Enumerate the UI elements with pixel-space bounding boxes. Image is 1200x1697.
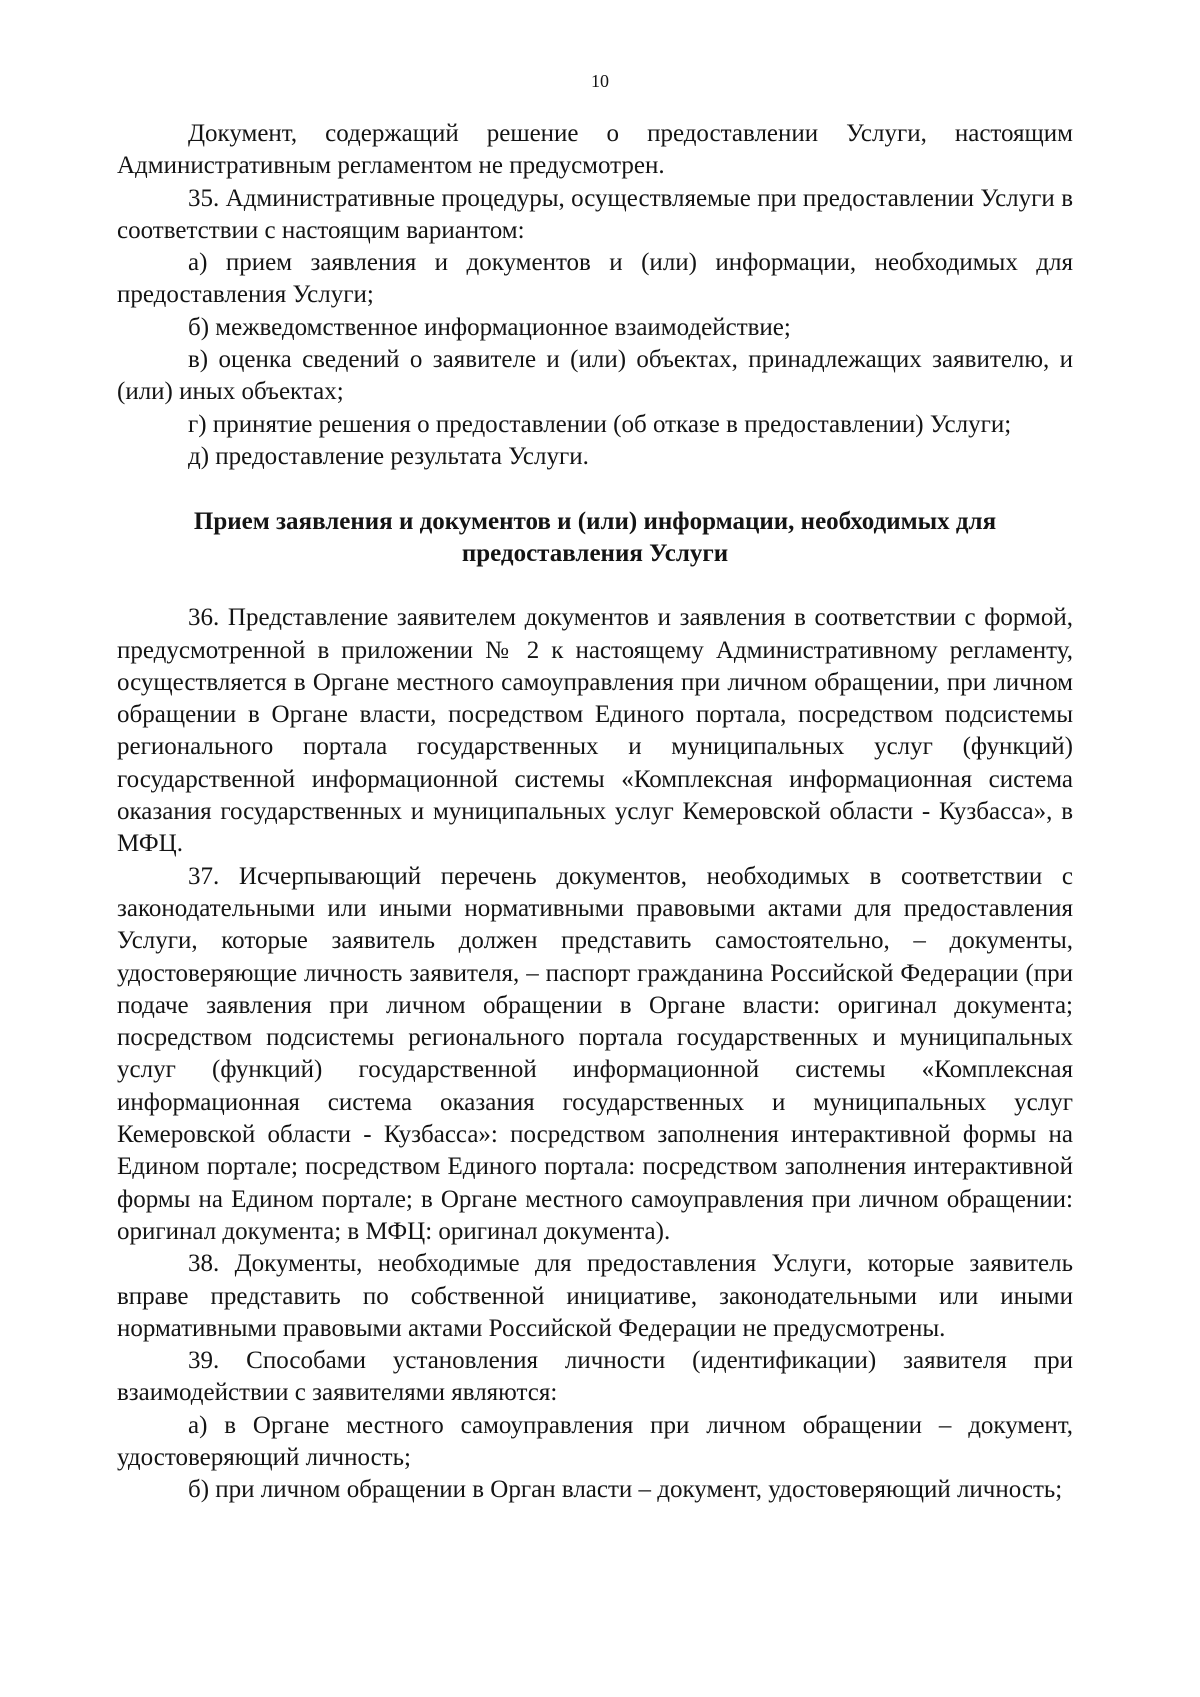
section-heading-line1: Прием заявления и документов и (или) информации, необходимых для [193, 508, 997, 536]
section-heading [117, 506, 1073, 570]
section-heading-line2: предоставления Услуги [461, 540, 729, 568]
paragraph-38: 38. Документы, необходимые для предоставления Услуги, которые заявитель вправе представить по собственной инициативе, законодательными или иными нормативными правовыми актами Российской Федерации не предусмотрены. [117, 1250, 1073, 1342]
list-item-b: б) при личном обращении в Орган власти – документ, удостоверяющий личность; [188, 1476, 1063, 1504]
paragraph-37: 37. Исчерпывающий перечень документов, необходимых в соответствии с законодательными или иными нормативными правовыми актами для предоставления Услуги, которые заявитель должен представить самостоятельно, – документы, удостоверяющие личность заявителя, – паспорт гражданина Российской Федерации (при подаче заявления при личном обращении в Органе власти: оригинал документа; посредством подсистемы регионального портала государственных и муниципальных услуг (функций) государственной информационной системы «Комплексная информационная система оказания государственных и муниципальных услуг Кемеровской области - Кузбасса»: посредством заполнения интерактивной формы на Едином портале; посредством Единого портала: посредством заполнения интерактивной формы на Едином портале; в Органе местного самоуправления при личном обращении: оригинал документа; в МФЦ: оригинал документа). [117, 862, 1073, 1245]
paragraph-35: 35. Административные процедуры, осуществляемые при предоставлении Услуги в соответствии с настоящим вариантом: [117, 184, 1073, 244]
list-item-b: б) межведомственное информационное взаимодействие; [188, 313, 791, 341]
paragraph: Документ, содержащий решение о предоставлении Услуги, настоящим Административным регламентом не предусмотрен. [117, 120, 1073, 180]
document-body [117, 118, 1073, 1507]
paragraph-39: 39. Способами установления личности (идентификации) заявителя при взаимодействии с заявителями являются: [117, 1347, 1073, 1407]
list-item-a: а) прием заявления и документов и (или) информации, необходимых для предоставления Услуги; [117, 249, 1073, 309]
list-item-a: а) в Органе местного самоуправления при личном обращении – документ, удостоверяющий личность; [117, 1411, 1073, 1471]
page-number: 10 [591, 71, 609, 91]
list-item-d: д) предоставление результата Услуги. [188, 442, 589, 470]
paragraph-36: 36. Представление заявителем документов и заявления в соответствии с формой, предусмотренной в приложении № 2 к настоящему Административному регламенту, осуществляется в Органе местного самоуправления при личном обращении, при личном обращении в Органе власти, посредством Единого портала, посредством подсистемы регионального портала государственных и муниципальных услуг (функций) государственной информационной системы «Комплексная информационная система оказания государственных и муниципальных услуг Кемеровской области - Кузбасса», в МФЦ. [117, 604, 1073, 858]
list-item-v: в) оценка сведений о заявителе и (или) объектах, принадлежащих заявителю, и (или) иных объектах; [117, 346, 1073, 406]
list-item-g: г) принятие решения о предоставлении (об отказе в предоставлении) Услуги; [188, 410, 1012, 438]
